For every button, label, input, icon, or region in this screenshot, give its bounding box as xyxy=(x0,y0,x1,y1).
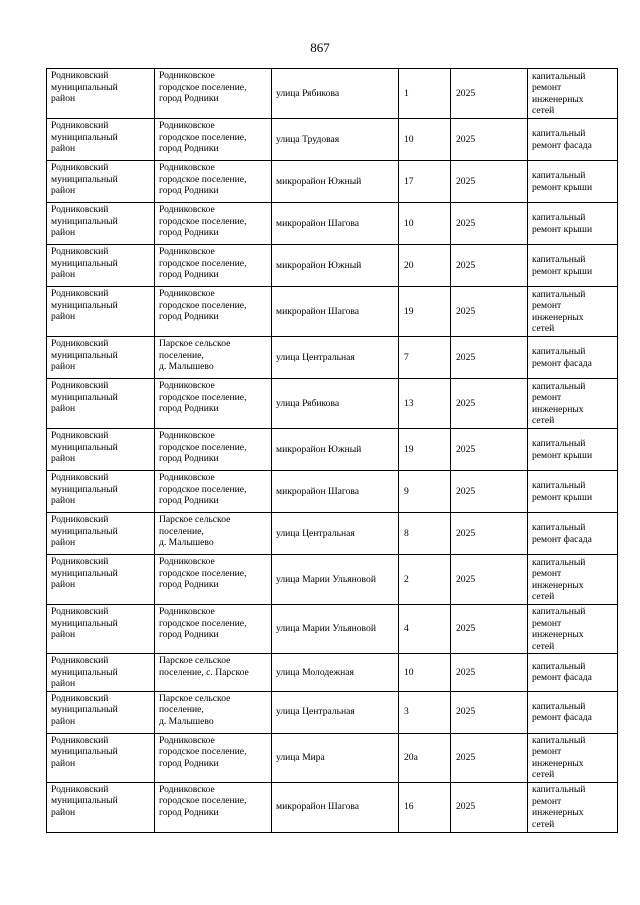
year-cell: 2025 xyxy=(451,337,528,379)
settlement-cell: Родниковское городское поселение, город Родники xyxy=(155,203,272,245)
work-type-cell: капитальный ремонт инженерных сетей xyxy=(528,69,618,119)
district-cell: Родниковский муниципальный район xyxy=(47,161,155,203)
settlement-cell: Парское сельское поселение, д. Малышево xyxy=(155,337,272,379)
settlement-cell: Родниковское городское поселение, город Родники xyxy=(155,245,272,287)
district-cell: Родниковский муниципальный район xyxy=(47,733,155,782)
work-type-cell: капитальный ремонт инженерных сетей xyxy=(528,379,618,429)
house-number-cell: 17 xyxy=(399,161,451,203)
street-cell: микрорайон Южный xyxy=(272,429,399,471)
street-cell: улица Рябикова xyxy=(272,379,399,429)
year-cell: 2025 xyxy=(451,691,528,733)
house-number-cell: 10 xyxy=(399,119,451,161)
year-cell: 2025 xyxy=(451,782,528,832)
house-number-cell: 9 xyxy=(399,471,451,513)
district-cell: Родниковский муниципальный район xyxy=(47,513,155,555)
table-row xyxy=(47,119,618,161)
work-type-cell: капитальный ремонт инженерных сетей xyxy=(528,605,618,654)
work-type-cell: капитальный ремонт инженерных сетей xyxy=(528,782,618,832)
street-cell: микрорайон Шагова xyxy=(272,471,399,513)
street-cell: микрорайон Южный xyxy=(272,245,399,287)
settlement-cell: Родниковское городское поселение, город Родники xyxy=(155,287,272,337)
year-cell: 2025 xyxy=(451,513,528,555)
year-cell: 2025 xyxy=(451,203,528,245)
house-number-cell: 7 xyxy=(399,337,451,379)
work-type-cell: капитальный ремонт фасада xyxy=(528,337,618,379)
settlement-cell: Родниковское городское поселение, город Родники xyxy=(155,733,272,782)
house-number-cell: 1 xyxy=(399,69,451,119)
house-number-cell: 4 xyxy=(399,605,451,654)
street-cell: улица Центральная xyxy=(272,337,399,379)
work-type-cell: капитальный ремонт фасада xyxy=(528,119,618,161)
district-cell: Родниковский муниципальный район xyxy=(47,287,155,337)
year-cell: 2025 xyxy=(451,161,528,203)
settlement-cell: Родниковское городское поселение, город Родники xyxy=(155,119,272,161)
district-cell: Родниковский муниципальный район xyxy=(47,555,155,605)
work-type-cell: капитальный ремонт инженерных сетей xyxy=(528,555,618,605)
street-cell: микрорайон Южный xyxy=(272,161,399,203)
table-body xyxy=(47,69,618,833)
work-type-cell: капитальный ремонт фасада xyxy=(528,691,618,733)
settlement-cell: Родниковское городское поселение, город Родники xyxy=(155,555,272,605)
house-number-cell: 19 xyxy=(399,429,451,471)
table-row xyxy=(47,782,618,832)
district-cell: Родниковский муниципальный район xyxy=(47,691,155,733)
year-cell: 2025 xyxy=(451,69,528,119)
street-cell: улица Марии Ульяновой xyxy=(272,605,399,654)
street-cell: улица Рябикова xyxy=(272,69,399,119)
district-cell: Родниковский муниципальный район xyxy=(47,429,155,471)
page-number: 867 xyxy=(310,40,330,55)
year-cell: 2025 xyxy=(451,471,528,513)
street-cell: улица Молодежная xyxy=(272,654,399,692)
district-cell: Родниковский муниципальный район xyxy=(47,605,155,654)
table-row xyxy=(47,654,618,692)
table-row xyxy=(47,513,618,555)
year-cell: 2025 xyxy=(451,379,528,429)
street-cell: улица Мира xyxy=(272,733,399,782)
work-type-cell: капитальный ремонт крыши xyxy=(528,471,618,513)
year-cell: 2025 xyxy=(451,429,528,471)
year-cell: 2025 xyxy=(451,733,528,782)
settlement-cell: Парское сельское поселение, д. Малышево xyxy=(155,513,272,555)
district-cell: Родниковский муниципальный район xyxy=(47,379,155,429)
district-cell: Родниковский муниципальный район xyxy=(47,119,155,161)
street-cell: микрорайон Шагова xyxy=(272,782,399,832)
settlement-cell: Парское сельское поселение, д. Малышево xyxy=(155,691,272,733)
housing-repair-table xyxy=(46,68,618,833)
table-row xyxy=(47,203,618,245)
year-cell: 2025 xyxy=(451,605,528,654)
table-row xyxy=(47,605,618,654)
street-cell: улица Трудовая xyxy=(272,119,399,161)
house-number-cell: 10 xyxy=(399,654,451,692)
street-cell: микрорайон Шагова xyxy=(272,203,399,245)
year-cell: 2025 xyxy=(451,555,528,605)
district-cell: Родниковский муниципальный район xyxy=(47,245,155,287)
street-cell: микрорайон Шагова xyxy=(272,287,399,337)
street-cell: улица Марии Ульяновой xyxy=(272,555,399,605)
house-number-cell: 20 xyxy=(399,245,451,287)
settlement-cell: Родниковское городское поселение, город Родники xyxy=(155,379,272,429)
house-number-cell: 2 xyxy=(399,555,451,605)
district-cell: Родниковский муниципальный район xyxy=(47,203,155,245)
street-cell: улица Центральная xyxy=(272,691,399,733)
year-cell: 2025 xyxy=(451,287,528,337)
table-row xyxy=(47,471,618,513)
table-row xyxy=(47,429,618,471)
district-cell: Родниковский муниципальный район xyxy=(47,471,155,513)
work-type-cell: капитальный ремонт инженерных сетей xyxy=(528,287,618,337)
work-type-cell: капитальный ремонт крыши xyxy=(528,245,618,287)
work-type-cell: капитальный ремонт инженерных сетей xyxy=(528,733,618,782)
table-row xyxy=(47,287,618,337)
work-type-cell: капитальный ремонт крыши xyxy=(528,161,618,203)
work-type-cell: капитальный ремонт крыши xyxy=(528,429,618,471)
house-number-cell: 13 xyxy=(399,379,451,429)
table-row xyxy=(47,691,618,733)
table-row xyxy=(47,245,618,287)
table-row xyxy=(47,555,618,605)
work-type-cell: капитальный ремонт фасада xyxy=(528,654,618,692)
work-type-cell: капитальный ремонт фасада xyxy=(528,513,618,555)
settlement-cell: Парское сельское поселение, с. Парское xyxy=(155,654,272,692)
table-row xyxy=(47,337,618,379)
house-number-cell: 3 xyxy=(399,691,451,733)
settlement-cell: Родниковское городское поселение, город Родники xyxy=(155,429,272,471)
street-cell: улица Центральная xyxy=(272,513,399,555)
table-row xyxy=(47,69,618,119)
table-row xyxy=(47,379,618,429)
settlement-cell: Родниковское городское поселение, город Родники xyxy=(155,782,272,832)
work-type-cell: капитальный ремонт крыши xyxy=(528,203,618,245)
house-number-cell: 16 xyxy=(399,782,451,832)
house-number-cell: 19 xyxy=(399,287,451,337)
settlement-cell: Родниковское городское поселение, город Родники xyxy=(155,161,272,203)
district-cell: Родниковский муниципальный район xyxy=(47,69,155,119)
settlement-cell: Родниковское городское поселение, город Родники xyxy=(155,69,272,119)
settlement-cell: Родниковское городское поселение, город Родники xyxy=(155,605,272,654)
house-number-cell: 20а xyxy=(399,733,451,782)
year-cell: 2025 xyxy=(451,245,528,287)
table-row xyxy=(47,161,618,203)
year-cell: 2025 xyxy=(451,119,528,161)
year-cell: 2025 xyxy=(451,654,528,692)
house-number-cell: 8 xyxy=(399,513,451,555)
settlement-cell: Родниковское городское поселение, город Родники xyxy=(155,471,272,513)
table-row xyxy=(47,733,618,782)
house-number-cell: 10 xyxy=(399,203,451,245)
district-cell: Родниковский муниципальный район xyxy=(47,654,155,692)
district-cell: Родниковский муниципальный район xyxy=(47,337,155,379)
district-cell: Родниковский муниципальный район xyxy=(47,782,155,832)
